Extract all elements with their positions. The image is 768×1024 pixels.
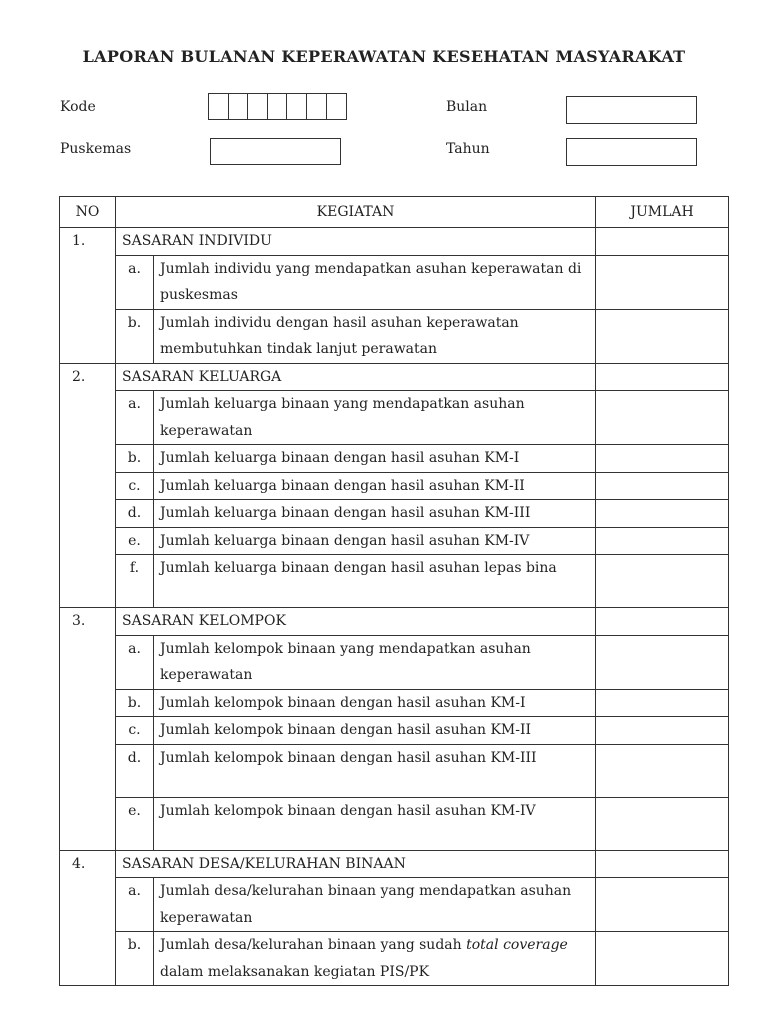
puskesmas-label: Puskemas: [60, 141, 132, 157]
item-letter: d.: [116, 744, 154, 797]
item-letter: a.: [116, 635, 154, 689]
section-title: SASARAN INDIVIDU: [116, 228, 596, 256]
table-row: [60, 500, 729, 528]
item-text: Jumlah keluarga binaan dengan hasil asuhan KM-II: [154, 472, 596, 500]
report-title: LAPORAN BULANAN KEPERAWATAN KESEHATAN MASYARAKAT: [82, 47, 686, 66]
item-letter: a.: [116, 878, 154, 932]
jumlah-cell[interactable]: [596, 472, 729, 500]
item-letter: c.: [116, 717, 154, 745]
table-row: [60, 255, 729, 309]
table-row: [60, 744, 729, 797]
jumlah-cell[interactable]: [596, 932, 729, 986]
item-text: [154, 932, 596, 986]
item-letter: a.: [116, 391, 154, 445]
jumlah-cell[interactable]: [596, 391, 729, 445]
section-row: [60, 228, 729, 256]
section-number: 4.: [60, 850, 116, 986]
section-number: 1.: [60, 228, 116, 364]
puskesmas-field[interactable]: [210, 138, 341, 165]
table-row: [60, 717, 729, 745]
item-text: Jumlah individu yang mendapatkan asuhan keperawatan di puskesmas: [154, 255, 596, 309]
jumlah-cell[interactable]: [596, 850, 729, 878]
jumlah-cell[interactable]: [596, 228, 729, 256]
item-text-emphasis: total coverage: [466, 937, 568, 953]
jumlah-cell[interactable]: [596, 797, 729, 850]
jumlah-cell[interactable]: [596, 255, 729, 309]
section-title: SASARAN DESA/KELURAHAN BINAAN: [116, 850, 596, 878]
tahun-label: Tahun: [446, 141, 490, 157]
item-text: Jumlah kelompok binaan dengan hasil asuhan KM-IV: [154, 797, 596, 850]
section-row: [60, 850, 729, 878]
item-text: Jumlah keluarga binaan dengan hasil asuhan KM-III: [154, 500, 596, 528]
col-header-no: NO: [60, 197, 116, 228]
kode-digit-box[interactable]: [268, 94, 288, 119]
item-text: Jumlah individu dengan hasil asuhan keperawatan membutuhkan tindak lanjut perawatan: [154, 309, 596, 363]
section-title: SASARAN KELOMPOK: [116, 608, 596, 636]
item-text: Jumlah kelompok binaan dengan hasil asuhan KM-I: [154, 689, 596, 717]
item-text: Jumlah kelompok binaan dengan hasil asuhan KM-II: [154, 717, 596, 745]
item-letter: e.: [116, 527, 154, 555]
bulan-field[interactable]: [566, 96, 697, 124]
item-letter: b.: [116, 445, 154, 473]
table-row: [60, 635, 729, 689]
table-row: [60, 309, 729, 363]
item-letter: a.: [116, 255, 154, 309]
jumlah-cell[interactable]: [596, 744, 729, 797]
table-row: [60, 689, 729, 717]
jumlah-cell[interactable]: [596, 717, 729, 745]
table-row: [60, 472, 729, 500]
item-text: Jumlah kelompok binaan yang mendapatkan asuhan keperawatan: [154, 635, 596, 689]
item-letter: e.: [116, 797, 154, 850]
table-row: [60, 878, 729, 932]
table-row: [60, 797, 729, 850]
section-number: 3.: [60, 608, 116, 851]
kode-label: Kode: [60, 99, 96, 115]
jumlah-cell[interactable]: [596, 309, 729, 363]
table-row: [60, 391, 729, 445]
item-letter: f.: [116, 555, 154, 608]
item-letter: b.: [116, 309, 154, 363]
kode-digit-box[interactable]: [327, 94, 347, 119]
kode-digit-box[interactable]: [287, 94, 307, 119]
jumlah-cell[interactable]: [596, 878, 729, 932]
jumlah-cell[interactable]: [596, 608, 729, 636]
item-text: Jumlah keluarga binaan dengan hasil asuhan lepas bina: [154, 555, 596, 608]
jumlah-cell[interactable]: [596, 500, 729, 528]
item-text: Jumlah keluarga binaan dengan hasil asuhan KM-I: [154, 445, 596, 473]
item-text-before: Jumlah desa/kelurahan binaan yang sudah: [160, 937, 467, 953]
item-letter: b.: [116, 932, 154, 986]
activity-table: [59, 196, 729, 986]
jumlah-cell[interactable]: [596, 555, 729, 608]
kode-digit-box[interactable]: [229, 94, 249, 119]
table-row: [60, 527, 729, 555]
kode-digit-box[interactable]: [307, 94, 327, 119]
table-row: [60, 555, 729, 608]
kode-digit-box[interactable]: [209, 94, 229, 119]
item-letter: b.: [116, 689, 154, 717]
jumlah-cell[interactable]: [596, 527, 729, 555]
kode-digit-box[interactable]: [248, 94, 268, 119]
item-letter: c.: [116, 472, 154, 500]
tahun-field[interactable]: [566, 138, 697, 166]
table-row: [60, 445, 729, 473]
section-row: [60, 363, 729, 391]
jumlah-cell[interactable]: [596, 689, 729, 717]
kode-input-boxes[interactable]: [208, 93, 347, 120]
jumlah-cell[interactable]: [596, 363, 729, 391]
item-text: Jumlah keluarga binaan dengan hasil asuhan KM-IV: [154, 527, 596, 555]
item-text: Jumlah kelompok binaan dengan hasil asuhan KM-III: [154, 744, 596, 797]
item-text: Jumlah desa/kelurahan binaan yang mendapatkan asuhan keperawatan: [154, 878, 596, 932]
section-title: SASARAN KELUARGA: [116, 363, 596, 391]
section-number: 2.: [60, 363, 116, 608]
section-row: [60, 608, 729, 636]
col-header-kegiatan: KEGIATAN: [116, 197, 596, 228]
table-row: [60, 932, 729, 986]
item-letter: d.: [116, 500, 154, 528]
item-text: Jumlah keluarga binaan yang mendapatkan asuhan keperawatan: [154, 391, 596, 445]
jumlah-cell[interactable]: [596, 635, 729, 689]
item-text-after: dalam melaksanakan kegiatan PIS/PK: [160, 963, 430, 980]
bulan-label: Bulan: [446, 99, 488, 115]
jumlah-cell[interactable]: [596, 445, 729, 473]
col-header-jumlah: JUMLAH: [596, 197, 729, 228]
